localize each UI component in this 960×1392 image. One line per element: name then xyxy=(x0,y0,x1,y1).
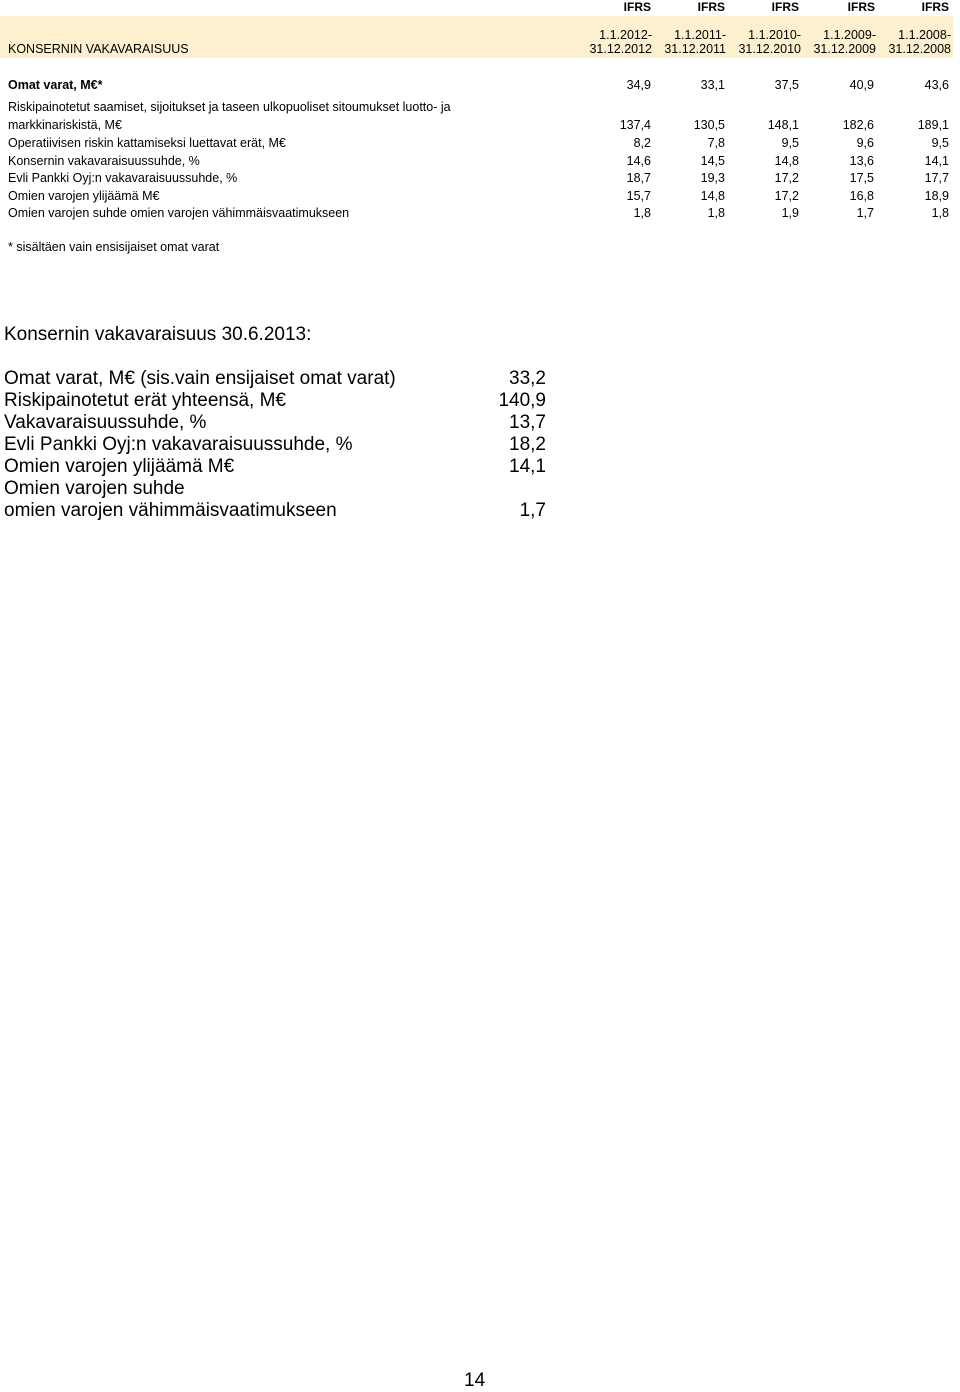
row-label: Omat varat, M€* xyxy=(8,78,103,92)
column-standard: IFRS xyxy=(697,0,725,14)
row-value: 33,1 xyxy=(700,78,725,92)
summary-label: Riskipainotetut erät yhteensä, M€ xyxy=(4,390,286,411)
column-period-start: 1.1.2012- xyxy=(599,28,652,42)
column-standard: IFRS xyxy=(771,0,799,14)
row-label: Riskipainotetut saamiset, sijoitukset ja taseen ulkopuoliset sitoumukset luotto- ja xyxy=(8,100,451,114)
row-value: 1,8 xyxy=(633,206,651,220)
row-value: 19,3 xyxy=(700,171,725,185)
summary-value: 13,7 xyxy=(509,412,546,433)
row-value: 8,2 xyxy=(633,136,651,150)
summary-label: Evli Pankki Oyj:n vakavaraisuussuhde, % xyxy=(4,434,353,455)
row-value: 18,7 xyxy=(626,171,651,185)
table-footnote: * sisältäen vain ensisijaiset omat varat xyxy=(8,240,220,254)
column-standard: IFRS xyxy=(921,0,949,14)
row-value: 1,8 xyxy=(931,206,949,220)
row-value: 14,5 xyxy=(700,154,725,168)
row-value: 17,2 xyxy=(774,189,799,203)
summary-value: 18,2 xyxy=(509,434,546,455)
column-standard: IFRS xyxy=(623,0,651,14)
row-label: Omien varojen ylijäämä M€ xyxy=(8,189,160,203)
column-period-start: 1.1.2011- xyxy=(674,28,726,42)
column-period-end: 31.12.2008 xyxy=(888,42,951,56)
row-value: 9,6 xyxy=(856,136,874,150)
row-value: 1,9 xyxy=(781,206,799,220)
column-period-end: 31.12.2012 xyxy=(589,42,652,56)
row-value: 189,1 xyxy=(917,118,949,132)
column-period-end: 31.12.2009 xyxy=(813,42,876,56)
row-value: 130,5 xyxy=(693,118,725,132)
summary-value: 33,2 xyxy=(509,368,546,389)
column-standard: IFRS xyxy=(847,0,875,14)
row-value: 14,8 xyxy=(774,154,799,168)
row-value: 1,7 xyxy=(856,206,874,220)
row-value: 137,4 xyxy=(619,118,651,132)
row-value: 14,6 xyxy=(626,154,651,168)
row-value: 16,8 xyxy=(849,189,874,203)
summary-value: 14,1 xyxy=(509,456,546,477)
row-value: 17,7 xyxy=(924,171,949,185)
row-value: 182,6 xyxy=(842,118,874,132)
row-value: 17,2 xyxy=(774,171,799,185)
summary-label: Vakavaraisuussuhde, % xyxy=(4,412,207,433)
row-label: Evli Pankki Oyj:n vakavaraisuussuhde, % xyxy=(8,171,238,185)
row-value: 14,8 xyxy=(700,189,725,203)
column-period-start: 1.1.2010- xyxy=(748,28,801,42)
row-value: 14,1 xyxy=(924,154,949,168)
row-value: 40,9 xyxy=(849,78,874,92)
row-label: markkinariskistä, M€ xyxy=(8,118,122,132)
row-value: 1,8 xyxy=(707,206,725,220)
summary-label: Omien varojen suhde xyxy=(4,478,185,499)
summary-value: 140,9 xyxy=(498,390,546,411)
row-label: Operatiivisen riskin kattamiseksi luettavat erät, M€ xyxy=(8,136,286,150)
row-value: 9,5 xyxy=(781,136,799,150)
column-period-end: 31.12.2011 xyxy=(664,42,726,56)
summary-label: Omien varojen ylijäämä M€ xyxy=(4,456,235,477)
row-value: 148,1 xyxy=(767,118,799,132)
summary-label: Omat varat, M€ (sis.vain ensijaiset omat varat) xyxy=(4,368,396,389)
row-value: 9,5 xyxy=(931,136,949,150)
row-label: Omien varojen suhde omien varojen vähimmäisvaatimukseen xyxy=(8,206,350,220)
row-value: 15,7 xyxy=(626,189,651,203)
table-title: KONSERNIN VAKAVARAISUUS xyxy=(8,42,189,56)
row-value: 7,8 xyxy=(707,136,725,150)
row-value: 43,6 xyxy=(924,78,949,92)
summary-heading: Konsernin vakavaraisuus 30.6.2013: xyxy=(4,324,312,345)
row-value: 18,9 xyxy=(924,189,949,203)
row-value: 17,5 xyxy=(849,171,874,185)
row-label: Konsernin vakavaraisuussuhde, % xyxy=(8,154,200,168)
column-period-start: 1.1.2008- xyxy=(898,28,951,42)
summary-label: omien varojen vähimmäisvaatimukseen xyxy=(4,500,337,521)
page-number: 14 xyxy=(464,1370,486,1391)
column-period-end: 31.12.2010 xyxy=(738,42,801,56)
row-value: 34,9 xyxy=(626,78,651,92)
row-value: 37,5 xyxy=(774,78,799,92)
row-value: 13,6 xyxy=(849,154,874,168)
column-period-start: 1.1.2009- xyxy=(823,28,876,42)
summary-value: 1,7 xyxy=(519,500,546,521)
